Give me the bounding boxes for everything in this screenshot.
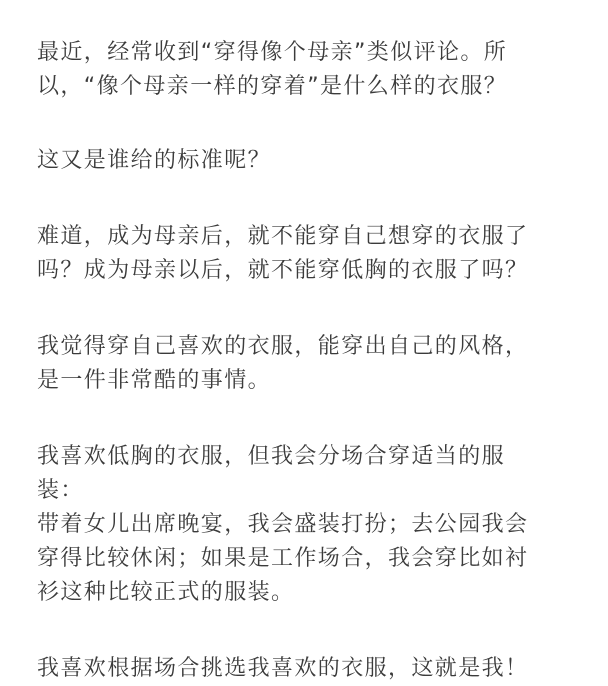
text-line: 装：: [37, 478, 84, 503]
text-line: 穿得比较休闲；如果是工作场合，我会穿比如衬: [37, 546, 529, 571]
text-line: 以，“像个母亲一样的穿着”是什么样的衣服？: [37, 74, 508, 99]
paragraph-6: [37, 652, 580, 686]
text-line: 带着女儿出席晚宴，我会盛装打扮；去公园我会: [37, 512, 529, 537]
text-line: 我觉得穿自己喜欢的衣服，能穿出自己的风格，: [37, 334, 529, 359]
text-line: 这又是谁给的标准呢？: [37, 148, 272, 173]
paragraph-4: [37, 330, 580, 398]
paragraph-1: [37, 36, 580, 104]
text-line: 难道，成为母亲后，就不能穿自己想穿的衣服了: [37, 224, 529, 249]
text-line: 我喜欢低胸的衣服，但我会分场合穿适当的服: [37, 444, 506, 469]
text-line: 我喜欢根据场合挑选我喜欢的衣服，这就是我！: [37, 656, 529, 681]
text-line: 是一件非常酷的事情。: [37, 368, 272, 393]
paragraph-3: [37, 220, 580, 288]
text-line: 衫这种比较正式的服装。: [37, 580, 295, 605]
paragraph-5: [37, 440, 580, 610]
paragraph-2: [37, 144, 580, 178]
text-line: 吗？成为母亲以后，就不能穿低胸的衣服了吗？: [37, 258, 529, 283]
text-line: 最近，经常收到“穿得像个母亲”类似评论。所: [37, 40, 508, 65]
